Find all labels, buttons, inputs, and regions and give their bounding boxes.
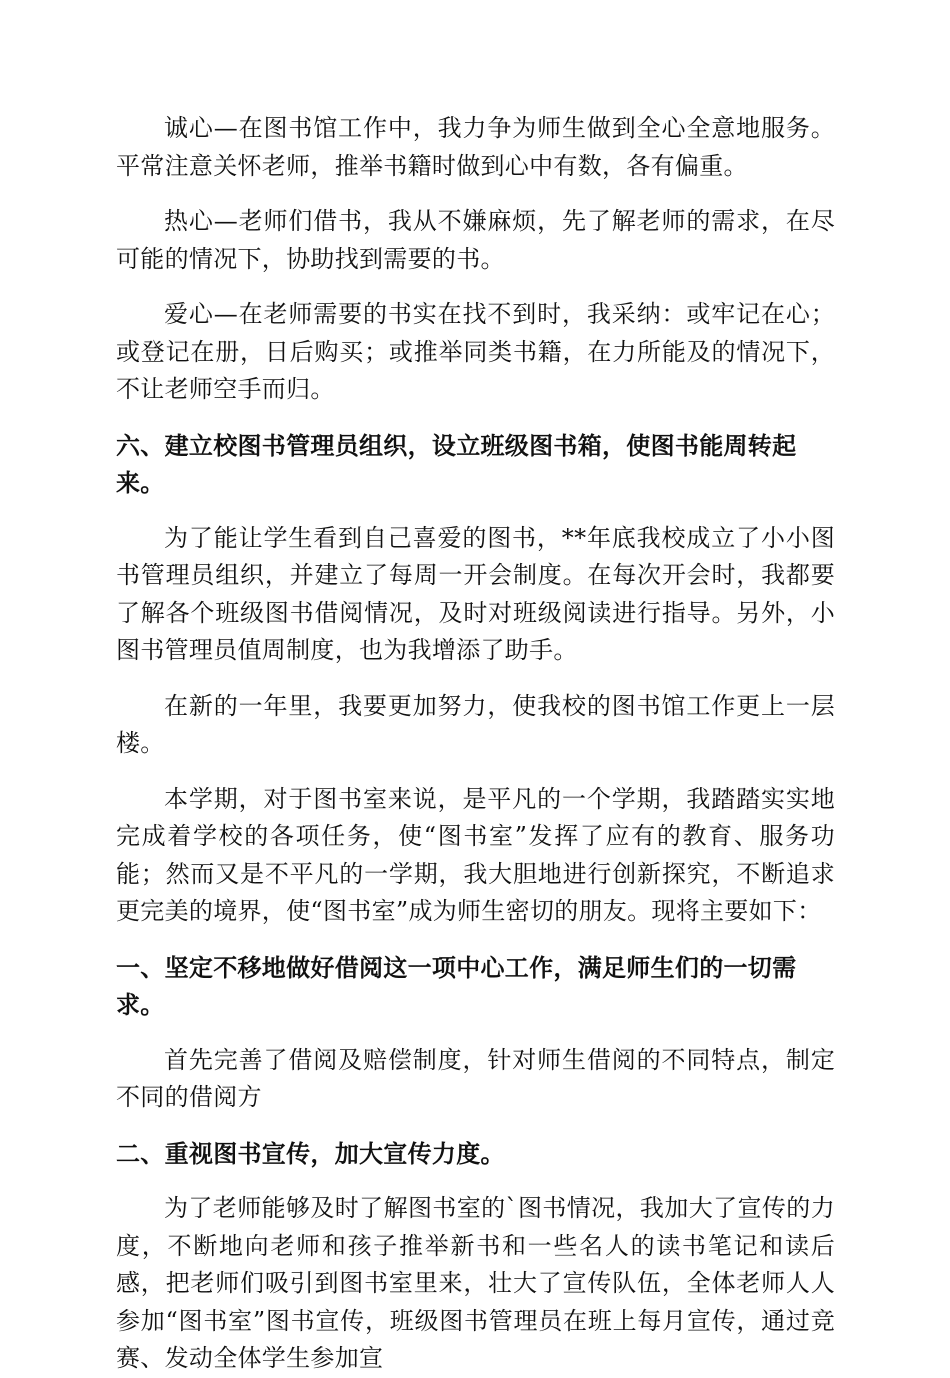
paragraph-sincerity: 诚心—在图书馆工作中，我力争为师生做到全心全意地服务。平常注意关怀老师，推举书籍时做到心中有数，各有偏重。 (116, 114, 835, 180)
paragraph-semester-summary: 本学期，对于图书室来说，是平凡的一个学期，我踏踏实实地完成着学校的各项任务，使“图书室”发挥了应有的教育、服务功能；然而又是不平凡的一学期，我大胆地进行创新探究，不断追求更完美的境界，使“图书室”成为师生密切的朋友。现将主要如下： (116, 784, 835, 925)
paragraph-librarian-organization: 为了能让学生看到自己喜爱的图书，**年底我校成立了小小图书管理员组织，并建立了每周一开会制度。在每次开会时，我都要了解各个班级图书借阅情况，及时对班级阅读进行指导。另外，小图书管理员值周制度，也为我增添了助手。 (116, 523, 835, 664)
paragraph-borrowing-system: 首先完善了借阅及赔偿制度，针对师生借阅的不同特点，制定不同的借阅方 (116, 1045, 835, 1111)
paragraph-new-year: 在新的一年里，我要更加努力，使我校的图书馆工作更上一层楼。 (116, 691, 835, 757)
paragraph-enthusiasm: 热心—老师们借书，我从不嫌麻烦，先了解老师的需求，在尽可能的情况下，协助找到需要的书。 (116, 207, 835, 273)
section-heading-one: 一、坚定不移地做好借阅这一项中心工作，满足师生们的一切需求。 (116, 952, 797, 1019)
paragraph-love: 爱心—在老师需要的书实在找不到时，我采纳：或牢记在心；或登记在册，日后购买；或推举同类书籍，在力所能及的情况下，不让老师空手而归。 (116, 300, 835, 403)
section-heading-two: 二、重视图书宣传，加大宣传力度。 (116, 1138, 505, 1168)
paragraph-promotion: 为了老师能够及时了解图书室的`图书情况，我加大了宣传的力度，不断地向老师和孩子推举新书和一些名人的读书笔记和读后感，把老师们吸引到图书室里来，壮大了宣传队伍，全体老师人人参加“图书室”图书宣传，班级图书管理员在班上每月宣传，通过竞赛、发动全体学生参加宣 (116, 1194, 835, 1372)
section-heading-six: 六、建立校图书管理员组织，设立班级图书箱，使图书能周转起来。 (116, 430, 797, 497)
